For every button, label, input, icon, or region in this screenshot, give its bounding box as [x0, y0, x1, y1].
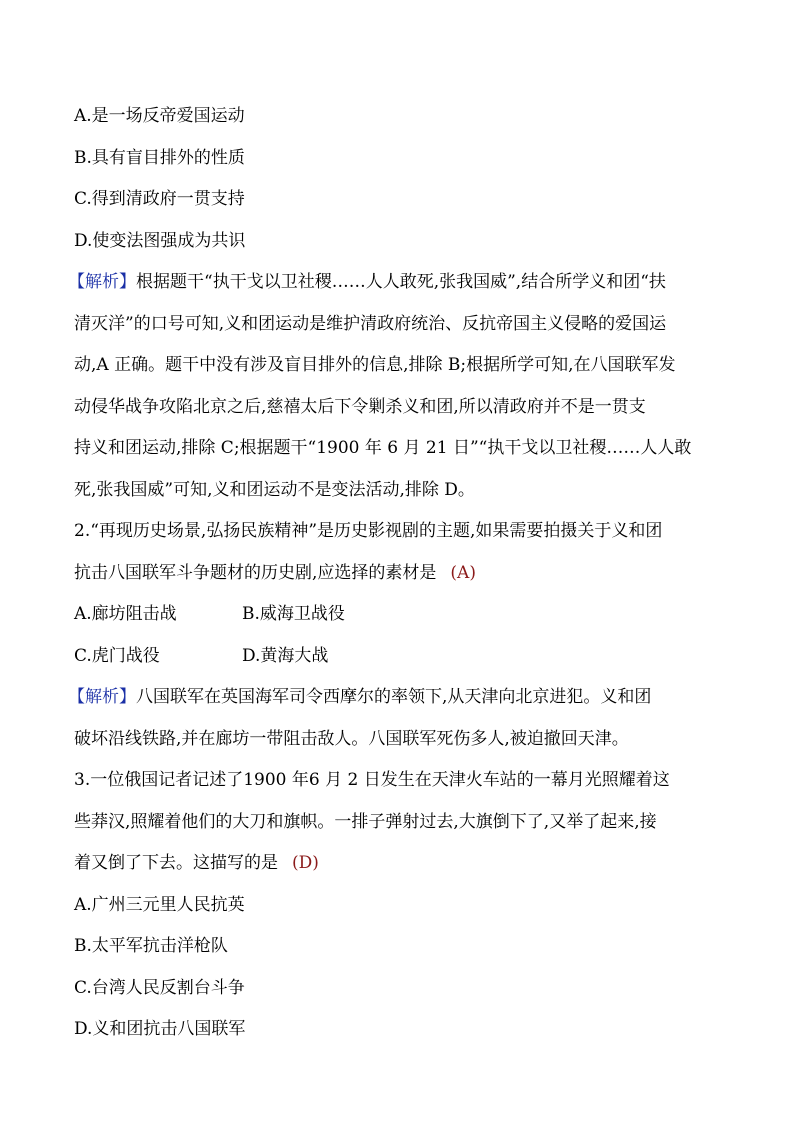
explanation-text: 根据题干“执干戈以卫社稷……人人敢死,张我国威”,结合所学义和团“扶: [136, 272, 666, 292]
q3-stem-text: 着又倒了下去。这描写的是: [74, 853, 278, 873]
q2-stem-line-2: [74, 553, 724, 595]
q2-option-c: C.虎门战役: [74, 645, 160, 666]
q1-explanation-line-6: 死,张我国威”可知,义和团运动不是变法活动,排除 D。: [74, 479, 475, 500]
explanation-text: 八国联军在英国海军司令西摩尔的率领下,从天津向北京进犯。义和团: [136, 687, 652, 707]
q1-option-b: B.具有盲目排外的性质: [74, 147, 245, 168]
q1-explanation-line-3: 动,A 正确。题干中没有涉及盲目排外的信息,排除 B;根据所学可知,在八国联军发: [74, 355, 676, 375]
q2-stem-text: 抗击八国联军斗争题材的历史剧,应选择的素材是: [74, 562, 437, 583]
q3-stem-line-3: [74, 843, 724, 885]
q2-stem-line-1: 2.“再现历史场景,弘扬民族精神”是历史影视剧的主题,如果需要拍摄关于义和团: [74, 521, 663, 541]
q2-answer: (A): [450, 562, 476, 583]
q2-options-row-2: [74, 636, 724, 678]
q3-option-c: C.台湾人民反割台斗争: [74, 977, 245, 998]
q1-explanation-line-4: 动侵华战争攻陷北京之后,慈禧太后下令剿杀义和团,所以清政府并不是一贯支: [74, 396, 646, 417]
q1-option-a: A.是一场反帝爱国运动: [74, 106, 245, 126]
q3-stem-line-1: 3.一位俄国记者记述了1900 年6 月 2 日发生在天津火车站的一幕月光照耀着这: [74, 770, 670, 790]
q3-answer: (D): [292, 853, 319, 873]
q1-option-c: C.得到清政府一贯支持: [74, 189, 245, 209]
document-page: [68, 96, 724, 1051]
q2-explanation-line-1: [68, 677, 724, 719]
q2-explanation-line-2: 破坏沿线铁路,并在廊坊一带阻击敌人。八国联军死伤多人,被迫撤回天津。: [74, 728, 629, 749]
q3-option-a: A.广州三元里人民抗英: [74, 894, 245, 915]
q1-explanation-line-2: 清灭洋”的口号可知,义和团运动是维护清政府统治、反抗帝国主义侵略的爱国运: [74, 313, 667, 334]
q1-option-d: D.使变法图强成为共识: [74, 230, 246, 251]
q2-option-a: A.廊坊阻击战: [74, 604, 177, 624]
q3-option-b: B.太平军抗击洋枪队: [74, 936, 228, 956]
q2-option-d: D.黄海大战: [242, 645, 329, 666]
q2-option-b: B.威海卫战役: [242, 604, 345, 624]
explanation-tag: 【解析】: [68, 687, 136, 707]
q1-explanation-line-5: 持义和团运动,排除 C;根据题干“1900 年 6 月 21 日”“执干戈以卫社稷……人人敢: [74, 438, 692, 458]
q3-option-d: D.义和团抗击八国联军: [74, 1019, 246, 1039]
explanation-tag: 【解析】: [68, 272, 136, 292]
q2-options-row-1: [74, 594, 724, 636]
q3-stem-line-2: 些莽汉,照耀着他们的大刀和旗帜。一排子弹射过去,大旗倒下了,又举了起来,接: [74, 811, 657, 832]
q1-explanation-line-1: [68, 262, 724, 304]
